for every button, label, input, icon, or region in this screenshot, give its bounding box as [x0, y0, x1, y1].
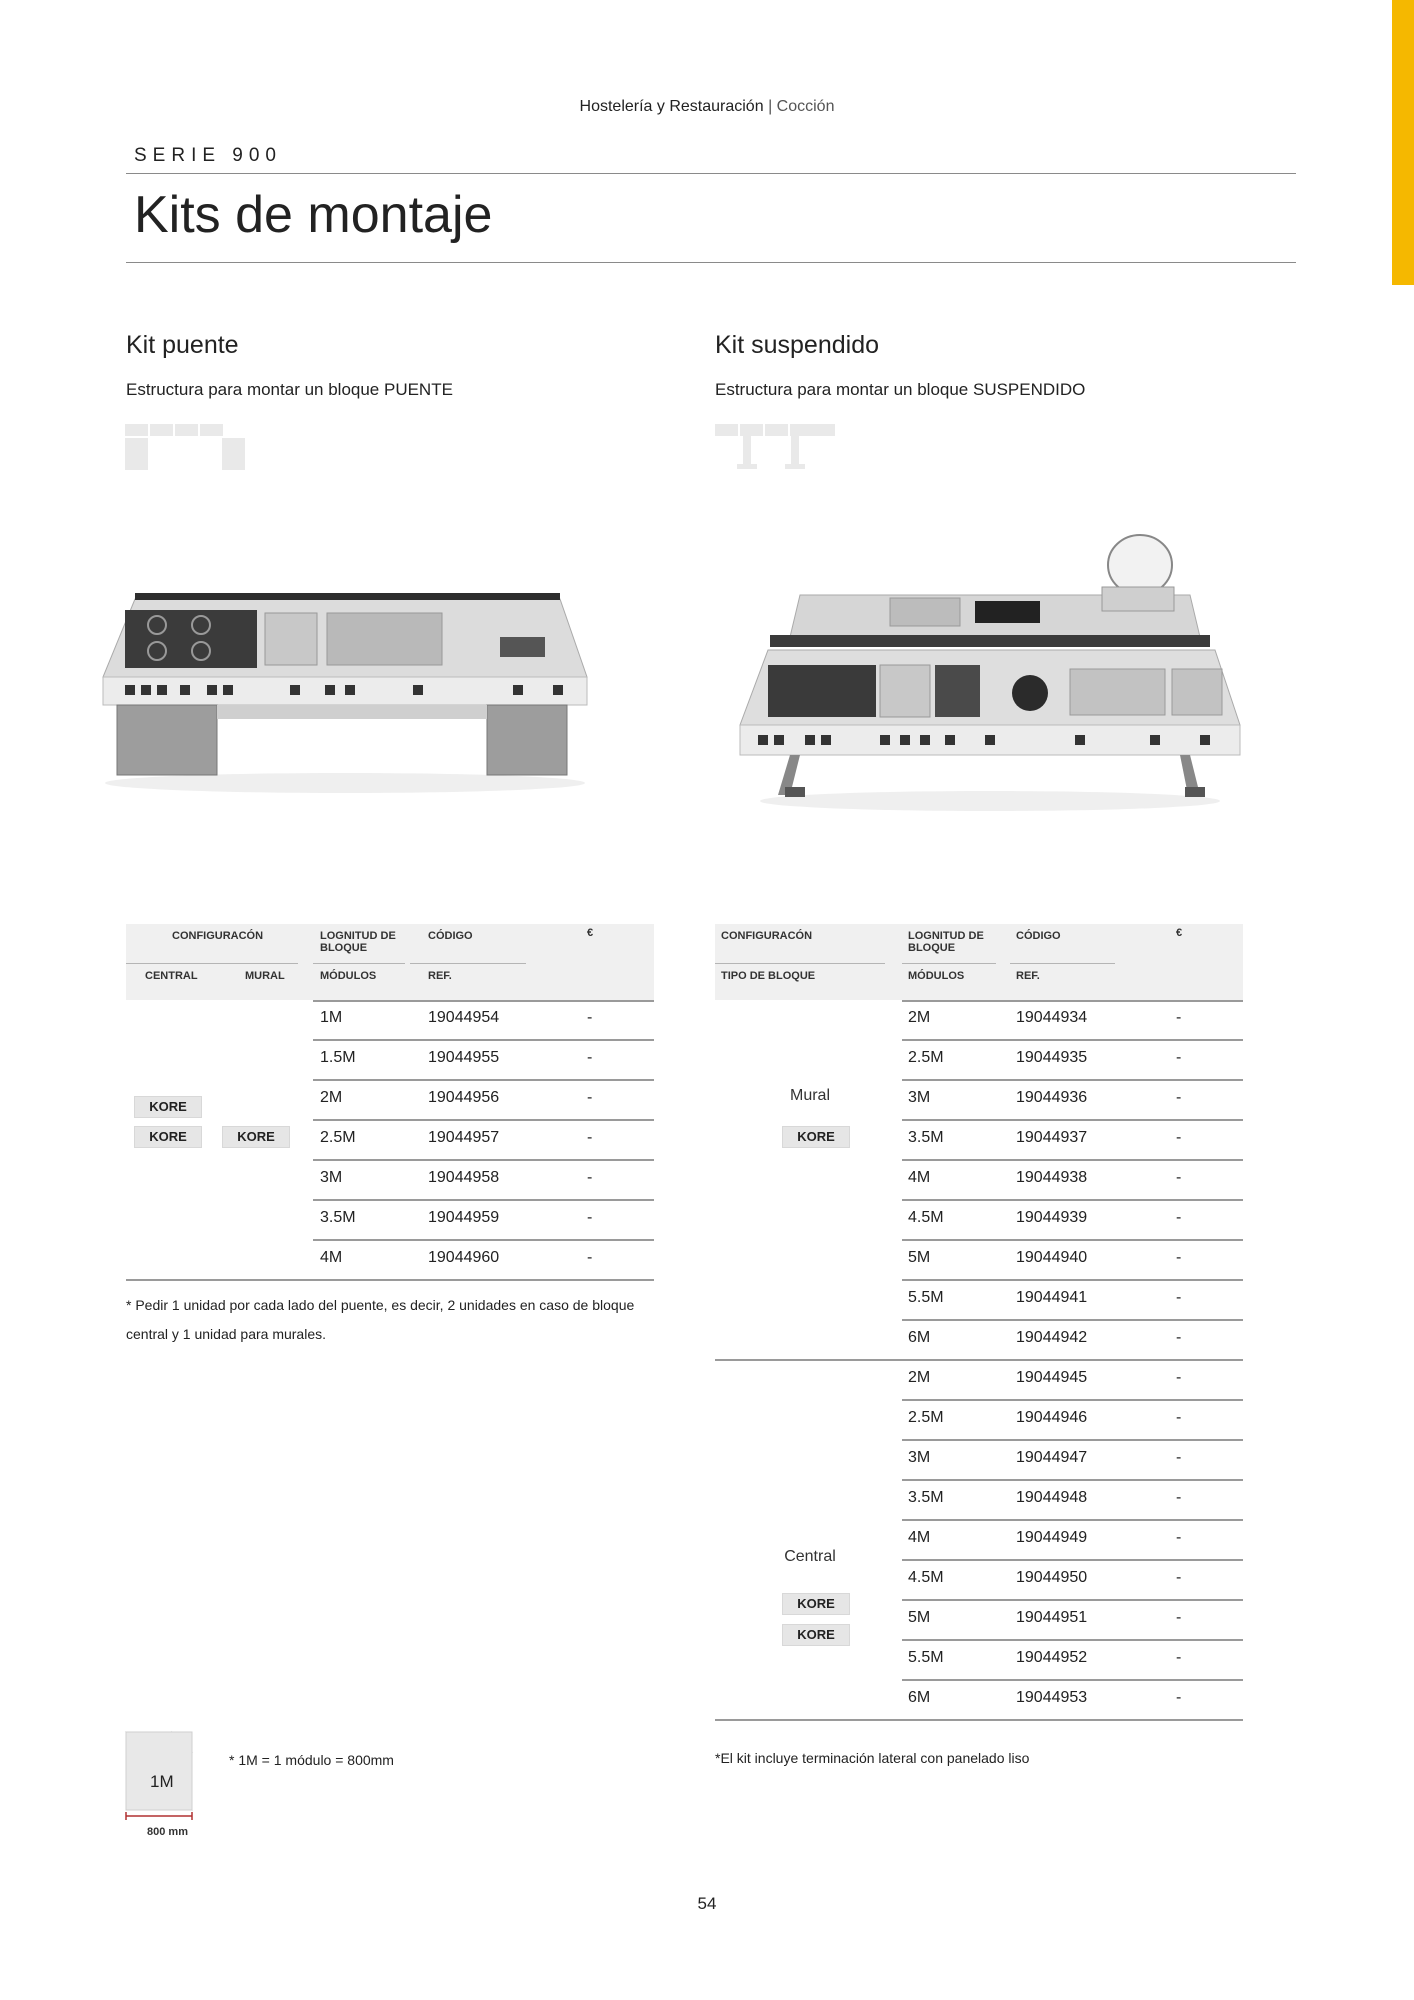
kore-badge-mural-right: KORE [782, 1126, 850, 1148]
header-subcategory: Cocción [776, 98, 835, 115]
lrow-ref: 19044955 [428, 1049, 500, 1066]
rrow-ref: 19044946 [1016, 1409, 1088, 1426]
rrow-line [902, 1599, 1243, 1601]
kit-suspendido-note: *El kit incluye terminación lateral con panelado liso [715, 1750, 1030, 1766]
kore-badge-central-bottom: KORE [134, 1126, 202, 1148]
rrow-line [902, 1000, 1243, 1002]
rrow-ref: 19044940 [1016, 1249, 1088, 1266]
rrow-line [902, 1519, 1243, 1521]
rrow-module: 4.5M [908, 1209, 944, 1226]
rrow-line [902, 1039, 1243, 1041]
lrow-module: 1.5M [320, 1049, 356, 1066]
lrow-line [313, 1119, 654, 1121]
kit-suspendido-product-image [730, 525, 1250, 815]
rrow-ref: 19044937 [1016, 1129, 1088, 1146]
lrow-ref: 19044956 [428, 1089, 500, 1106]
lrow-ref: 19044960 [428, 1249, 500, 1266]
kit-puente-product-image [95, 585, 595, 795]
lrow-module: 2.5M [320, 1129, 356, 1146]
rrow-price: - [1176, 1169, 1182, 1186]
rrow-ref: 19044938 [1016, 1169, 1088, 1186]
lrow-module: 3.5M [320, 1209, 356, 1226]
page-number: 54 [697, 1894, 717, 1913]
rrow-price: - [1176, 1049, 1182, 1066]
rrow-price: - [1176, 1249, 1182, 1266]
header-category: Hostelería y Restauración [579, 98, 764, 115]
rrow-bottom-line [715, 1719, 1243, 1721]
rrow-line [902, 1399, 1243, 1401]
rrow-line [902, 1079, 1243, 1081]
lrow-line [313, 1159, 654, 1161]
rrow-module: 6M [908, 1689, 931, 1706]
rh-modules: MÓDULOS [908, 970, 965, 982]
lh-config: CONFIGURACÓN [172, 930, 264, 942]
lrow-module: 2M [320, 1089, 343, 1106]
rrow-module: 2.5M [908, 1049, 944, 1066]
kit-puente-note-line2: central y 1 unidad para murales. [126, 1326, 326, 1342]
rrow-price: - [1176, 1529, 1182, 1546]
series-label: SERIE 900 [134, 145, 282, 166]
lrow-ref: 19044957 [428, 1129, 500, 1146]
rrow-module: 5M [908, 1249, 931, 1266]
lh-modules: MÓDULOS [320, 970, 377, 982]
lrow-price: - [587, 1209, 593, 1226]
rrow-line [902, 1439, 1243, 1441]
rrow-module: 5M [908, 1609, 931, 1626]
lrow-module: 4M [320, 1249, 343, 1266]
header-separator: | [768, 98, 773, 115]
rrow-line [902, 1479, 1243, 1481]
title-top-rule [126, 173, 1296, 174]
kore-badge-mural: KORE [222, 1126, 290, 1148]
lrow-line [313, 1079, 654, 1081]
lrow-line [313, 1199, 654, 1201]
rrow-module: 3M [908, 1449, 931, 1466]
lh-central: CENTRAL [145, 970, 198, 982]
rh-line-code [1010, 963, 1115, 964]
lrow-line [313, 1039, 654, 1041]
rrow-price: - [1176, 1209, 1182, 1226]
rrow-module: 4M [908, 1529, 931, 1546]
lrow-line [313, 1000, 654, 1002]
rrow-module: 3.5M [908, 1489, 944, 1506]
rrow-ref: 19044945 [1016, 1369, 1088, 1386]
rrow-line [902, 1279, 1243, 1281]
lrow-price: - [587, 1049, 593, 1066]
lh-ref: REF. [428, 970, 452, 982]
rrow-ref: 19044935 [1016, 1049, 1088, 1066]
rrow-price: - [1176, 1009, 1182, 1026]
kore-badge-central-top: KORE [134, 1096, 202, 1118]
rrow-price: - [1176, 1609, 1182, 1626]
title-bottom-rule [126, 262, 1296, 263]
rrow-ref: 19044934 [1016, 1009, 1088, 1026]
lh-line-config [126, 963, 298, 964]
module-legend-note: * 1M = 1 módulo = 800mm [229, 1752, 394, 1768]
rrow-line [902, 1319, 1243, 1321]
lrow-module: 1M [320, 1009, 343, 1026]
kit-puente-note-line1: * Pedir 1 unidad por cada lado del puente, es decir, 2 unidades en caso de bloque [126, 1297, 635, 1313]
kit-suspendido-title: Kit suspendido [715, 331, 880, 359]
rh-line-length [902, 963, 996, 964]
rrow-ref: 19044950 [1016, 1569, 1088, 1586]
rh-price: € [1176, 927, 1183, 939]
rrow-ref: 19044948 [1016, 1489, 1088, 1506]
rrow-line [902, 1639, 1243, 1641]
lh-length: LOGNITUD DE BLOQUE [320, 930, 396, 954]
lrow-ref: 19044954 [428, 1009, 500, 1026]
page-title: Kits de montaje [134, 186, 493, 244]
rrow-line [902, 1559, 1243, 1561]
lrow-price: - [587, 1249, 593, 1266]
rrow-module: 3M [908, 1089, 931, 1106]
rrow-ref: 19044947 [1016, 1449, 1088, 1466]
kore-badge-central-right-bottom: KORE [782, 1624, 850, 1646]
rrow-line [902, 1159, 1243, 1161]
lrow-price: - [587, 1009, 593, 1026]
lrow-ref: 19044959 [428, 1209, 500, 1226]
rrow-ref: 19044953 [1016, 1689, 1088, 1706]
lrow-module: 3M [320, 1169, 343, 1186]
kore-badge-central-right-top: KORE [782, 1593, 850, 1615]
lh-mural: MURAL [245, 970, 285, 982]
rrow-module: 5.5M [908, 1649, 944, 1666]
central-group-label: Central [784, 1548, 836, 1565]
rrow-line [902, 1679, 1243, 1681]
module-cube-label: 1M [150, 1772, 174, 1791]
rrow-module: 4M [908, 1169, 931, 1186]
kit-puente-note [126, 1291, 666, 1349]
rrow-ref: 19044942 [1016, 1329, 1088, 1346]
rrow-ref: 19044949 [1016, 1529, 1088, 1546]
lh-line-code [410, 963, 526, 964]
suspended-config-icon [715, 424, 835, 470]
rrow-ref: 19044941 [1016, 1289, 1088, 1306]
rrow-ref: 19044939 [1016, 1209, 1088, 1226]
rh-ref: REF. [1016, 970, 1040, 982]
rrow-price: - [1176, 1369, 1182, 1386]
lrow-price: - [587, 1169, 593, 1186]
lrow-bottom-line [126, 1279, 654, 1281]
rrow-module: 2.5M [908, 1409, 944, 1426]
rh-config: CONFIGURACÓN [721, 930, 813, 942]
rrow-line [902, 1239, 1243, 1241]
lh-code: CÓDIGO [428, 930, 473, 942]
rrow-ref: 19044936 [1016, 1089, 1088, 1106]
lh-line-length [313, 963, 405, 964]
rrow-module: 3.5M [908, 1129, 944, 1146]
rh-line-config [715, 963, 885, 964]
kit-puente-title: Kit puente [126, 331, 239, 359]
rrow-price: - [1176, 1449, 1182, 1466]
module-width-label: 800 mm [147, 1826, 188, 1838]
kit-suspendido-subtitle: Estructura para montar un bloque SUSPENDIDO [715, 380, 1086, 399]
rrow-price: - [1176, 1129, 1182, 1146]
lrow-price: - [587, 1089, 593, 1106]
rrow-line [902, 1199, 1243, 1201]
lh-price: € [587, 927, 594, 939]
lrow-price: - [587, 1129, 593, 1146]
rh-length: LOGNITUD DE BLOQUE [908, 930, 984, 954]
rrow-price: - [1176, 1689, 1182, 1706]
lrow-ref: 19044958 [428, 1169, 500, 1186]
kit-puente-subtitle: Estructura para montar un bloque PUENTE [126, 380, 453, 399]
rrow-price: - [1176, 1329, 1182, 1346]
rrow-price: - [1176, 1649, 1182, 1666]
rh-code: CÓDIGO [1016, 930, 1061, 942]
rrow-module: 2M [908, 1369, 931, 1386]
bridge-config-icon [125, 424, 245, 470]
rrow-price: - [1176, 1409, 1182, 1426]
rrow-module: 4.5M [908, 1569, 944, 1586]
rrow-line [902, 1119, 1243, 1121]
rrow-group-divider [715, 1359, 1243, 1361]
page-header [0, 98, 1414, 116]
rrow-module: 6M [908, 1329, 931, 1346]
rrow-ref: 19044952 [1016, 1649, 1088, 1666]
rh-type: TIPO DE BLOQUE [721, 970, 816, 982]
rrow-price: - [1176, 1089, 1182, 1106]
rrow-price: - [1176, 1489, 1182, 1506]
lrow-line [313, 1239, 654, 1241]
chapter-tab-marker [1392, 0, 1414, 285]
rrow-module: 2M [908, 1009, 931, 1026]
rrow-price: - [1176, 1289, 1182, 1306]
mural-group-label: Mural [789, 1087, 830, 1104]
rrow-price: - [1176, 1569, 1182, 1586]
rrow-ref: 19044951 [1016, 1609, 1088, 1626]
rrow-module: 5.5M [908, 1289, 944, 1306]
